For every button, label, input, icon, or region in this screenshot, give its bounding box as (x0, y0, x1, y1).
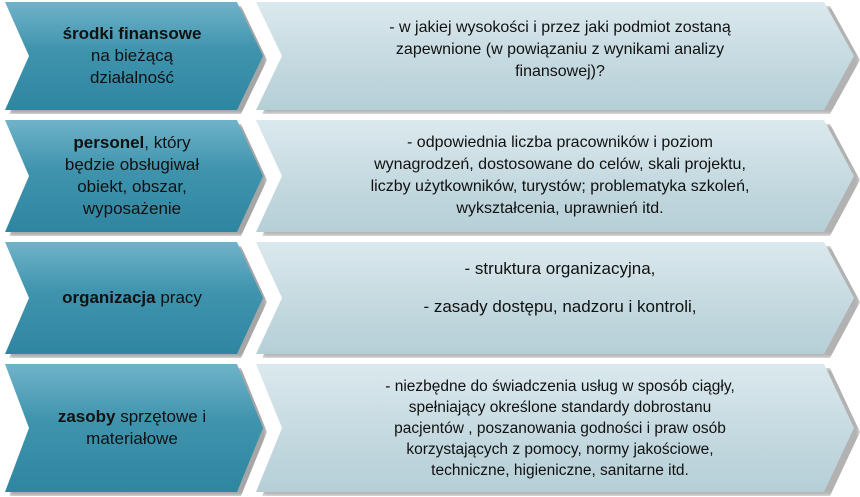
row-personel (0, 120, 860, 232)
description-text: - w jakiej wysokości i przez jaki podmiot zostaną zapewnione (w powiązaniu z wynikami analizy finansowej)? (389, 19, 731, 80)
category-bold: środki finansowe (62, 24, 202, 43)
category-rest: pracy (155, 288, 202, 307)
category-label (32, 2, 232, 110)
description-text: - odpowiednia liczba pracowników i poziom wynagrodzeń, dostosowane do celów, skali projektu, liczby użytkowników, turystów; problematyka szkoleń, wykształcenia, uprawnień itd. (370, 134, 750, 217)
category-label (32, 120, 232, 232)
category-rest: na bieżącą działalność (89, 46, 175, 87)
category-bold: organizacja (62, 288, 156, 307)
category-rest: sprzętowe i materiałowe (86, 407, 207, 448)
category-label (32, 242, 232, 354)
description-text: - niezbędne do świadczenia usług w sposób ciągły, spełniający określone standardy dobrostanu pacjentów , poszanowania godności i praw osób korzystających z pomocy, normy jakościowe, techniczne, higieniczne, sanitarne itd. (385, 377, 735, 479)
category-rest: , który będzie obsługiwał obiekt, obszar, wyposażenie (64, 133, 200, 218)
category-bold: personel (73, 133, 145, 152)
row-organizacja (0, 242, 860, 354)
description-text: - struktura organizacyjna, - zasady dostępu, nadzoru i kontroli, (423, 259, 697, 316)
category-label (32, 364, 232, 492)
row-zasoby (0, 364, 860, 492)
category-bold: zasoby (57, 407, 116, 426)
row-srodki-finansowe (0, 2, 860, 110)
